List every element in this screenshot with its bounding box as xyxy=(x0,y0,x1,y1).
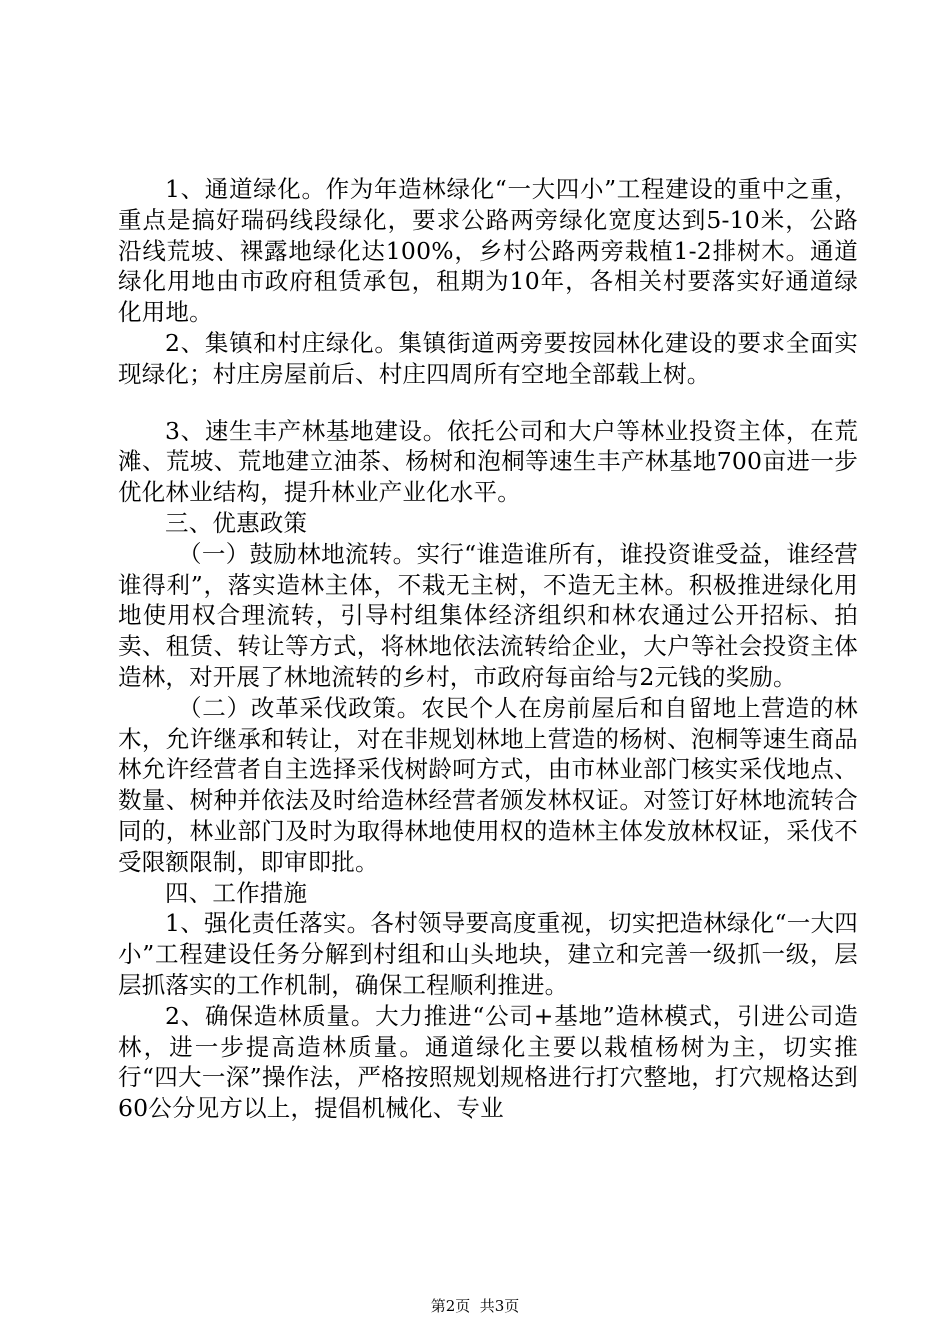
paragraph-encourage-forest-land-transfer: （一）鼓励林地流转。实行“谁造谁所有，谁投资谁受益，谁经营谁得利”，落实造林主体，不栽无主树，不造无主林。积极推进绿化用地使用权合理流转，引导村组集体经济组织和林农通过公开招标、拍卖、租赁、转让等方式，将林地依法流转给企业，大户等社会投资主体造林，对开展了林地流转的乡村，市政府每亩给与2元钱的奖励。 xyxy=(118,539,858,691)
paragraph-strengthen-responsibility: 1、强化责任落实。各村领导要高度重视，切实把造林绿化“一大四小”工程建设任务分解到村组和山头地块，建立和完善一级抓一级，层层抓落实的工作机制，确保工程顺利推进。 xyxy=(118,909,858,999)
section-heading-work-measures: 四、工作措施 xyxy=(165,878,308,907)
page-number-footer: 第2页 共3页 xyxy=(430,1297,520,1315)
paragraph-fast-growing-forest-base: 3、速生丰产林基地建设。依托公司和大户等林业投资主体，在荒滩、荒坡、荒地建立油茶、杨树和泡桐等速生丰产林基地700亩进一步优化林业结构，提升林业产业化水平。 xyxy=(118,416,858,507)
document-body xyxy=(118,174,858,1124)
paragraph-reform-logging-policy: （二）改革采伐政策。农民个人在房前屋后和自留地上营造的林木，允许继承和转让，对在非规划林地上营造的杨树、泡桐等速生商品林允许经营者自主选择采伐树龄呵方式，由市林业部门核实采伐地点、数量、树种并依法及时给造林经营者颁发林权证。对签订好林地流转合同的，林业部门及时为取得林地使用权的造林主体发放林权证，采伐不受限额限制，即审即批。 xyxy=(118,693,858,876)
paragraph-town-village-greening: 2、集镇和村庄绿化。集镇街道两旁要按园林化建设的要求全面实现绿化；村庄房屋前后、村庄四周所有空地全部载上树。 xyxy=(118,328,858,388)
section-heading-preferential-policies: 三、优惠政策 xyxy=(165,508,308,537)
paragraph-ensure-afforestation-quality: 2、确保造林质量。大力推进“公司+基地”造林模式，引进公司造林，进一步提高造林质量。通道绿化主要以栽植杨树为主，切实推行“四大一深”操作法，严格按照规划规格进行打穴整地，打穴规格达到60公分见方以上，提倡机械化、专业 xyxy=(118,1001,858,1123)
paragraph-channel-greening: 1、通道绿化。作为年造林绿化“一大四小”工程建设的重中之重，重点是搞好瑞码线段绿化，要求公路两旁绿化宽度达到5-10米，公路沿线荒坡、裸露地绿化达100%，乡村公路两旁栽植1-2排树木。通道绿化用地由市政府租赁承包，租期为10年，各相关村要落实好通道绿化用地。 xyxy=(118,175,858,327)
